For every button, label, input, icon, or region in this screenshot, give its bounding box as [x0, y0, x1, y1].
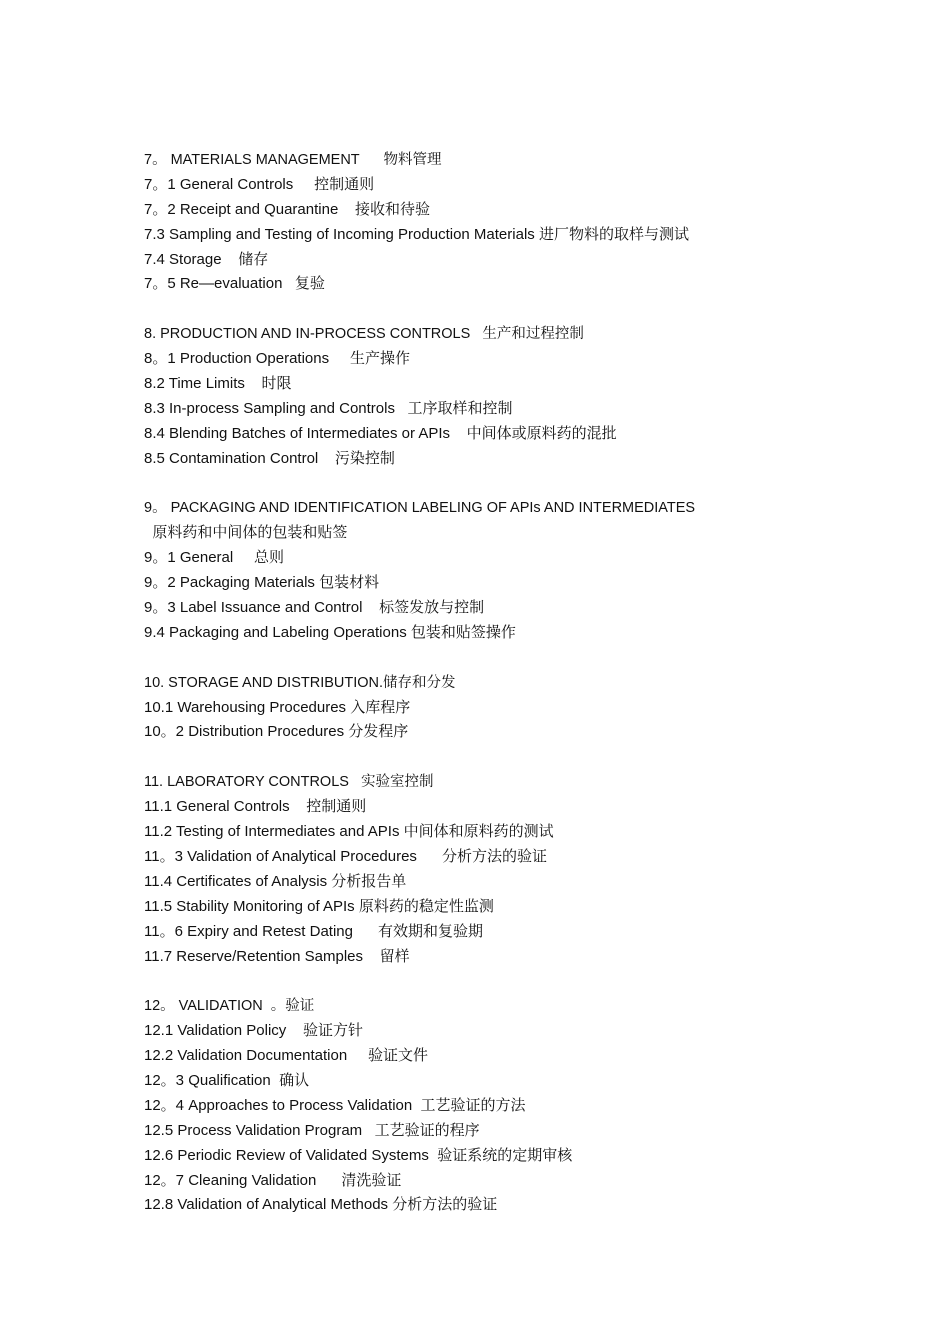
list-item: 10.1 Warehousing Procedures 入库程序: [144, 698, 411, 716]
list-item: 12.1 Validation Policy 验证方针: [144, 1022, 363, 1040]
section-heading: 7。 MATERIALS MANAGEMENT 物料管理: [144, 152, 442, 168]
section-7: [144, 148, 924, 297]
list-item: 9。3 Label Issuance and Control 标签发放与控制: [144, 599, 485, 617]
list-item: 8。1 Production Operations 生产操作: [144, 350, 410, 368]
list-item: 10。2 Distribution Procedures 分发程序: [144, 723, 409, 741]
document-page: [144, 148, 924, 1218]
list-item: 7。2 Receipt and Quarantine 接收和待验: [144, 200, 430, 218]
list-item: 12.5 Process Validation Program 工艺验证的程序: [144, 1121, 480, 1139]
section-spacer: [144, 297, 924, 322]
list-item: 12.2 Validation Documentation 验证文件: [144, 1047, 429, 1065]
section-spacer: [144, 472, 924, 497]
section-heading: 9。 PACKAGING AND IDENTIFICATION LABELING OF APIs AND INTERMEDIATES: [144, 500, 696, 517]
section-heading: 8. PRODUCTION AND IN-PROCESS CONTROLS 生产和过程控制: [144, 326, 584, 343]
section-11: [144, 770, 924, 969]
section-heading: 12。 VALIDATION 。验证: [144, 998, 315, 1015]
list-item: 7。5 Re—evaluation 复验: [144, 275, 325, 293]
section-12: [144, 994, 924, 1218]
list-item: 8.3 In-process Sampling and Controls 工序取样和控制: [144, 399, 513, 417]
list-item: 9。2 Packaging Materials 包装材料: [144, 574, 380, 592]
section-spacer: [144, 969, 924, 994]
list-item: 11.7 Reserve/Retention Samples 留样: [144, 947, 410, 965]
list-item: 11.4 Certificates of Analysis 分析报告单: [144, 872, 407, 890]
list-item: 11.2 Testing of Intermediates and APIs 中间体和原料药的测试: [144, 823, 554, 841]
list-item: 12。7 Cleaning Validation 清洗验证: [144, 1171, 402, 1189]
section-10: [144, 671, 924, 746]
list-item: 8.2 Time Limits 时限: [144, 375, 292, 393]
section-heading-translation: 原料药和中间体的包装和贴签: [144, 524, 348, 542]
list-item: 8.5 Contamination Control 污染控制: [144, 449, 395, 467]
list-item: 11.5 Stability Monitoring of APIs 原料药的稳定性监测: [144, 897, 494, 915]
list-item: 9.4 Packaging and Labeling Operations 包装和贴签操作: [144, 623, 516, 641]
section-heading: 11. LABORATORY CONTROLS 实验室控制: [144, 774, 434, 791]
list-item: 11。6 Expiry and Retest Dating 有效期和复验期: [144, 922, 484, 940]
list-item: 7。1 General Controls 控制通则: [144, 175, 375, 193]
section-heading: 10. STORAGE AND DISTRIBUTION.储存和分发: [144, 674, 456, 691]
section-9: [144, 496, 924, 645]
list-item: 7.3 Sampling and Testing of Incoming Production Materials 进厂物料的取样与测试: [144, 225, 689, 243]
section-8: [144, 322, 924, 471]
section-spacer: [144, 646, 924, 671]
list-item: 12。4 Approaches to Process Validation 工艺验证的方法: [144, 1096, 526, 1114]
list-item: 12.6 Periodic Review of Validated Systems 验证系统的定期审核: [144, 1146, 573, 1164]
list-item: 12。3 Qualification 确认: [144, 1071, 310, 1089]
list-item: 12.8 Validation of Analytical Methods 分析方法的验证: [144, 1196, 498, 1214]
list-item: 9。1 General 总则: [144, 549, 285, 567]
list-item: 11。3 Validation of Analytical Procedures 分析方法的验证: [144, 847, 547, 865]
list-item: 11.1 General Controls 控制通则: [144, 798, 367, 816]
list-item: 8.4 Blending Batches of Intermediates or APIs 中间体或原料药的混批: [144, 424, 617, 442]
list-item: 7.4 Storage 储存: [144, 250, 269, 268]
section-spacer: [144, 745, 924, 770]
